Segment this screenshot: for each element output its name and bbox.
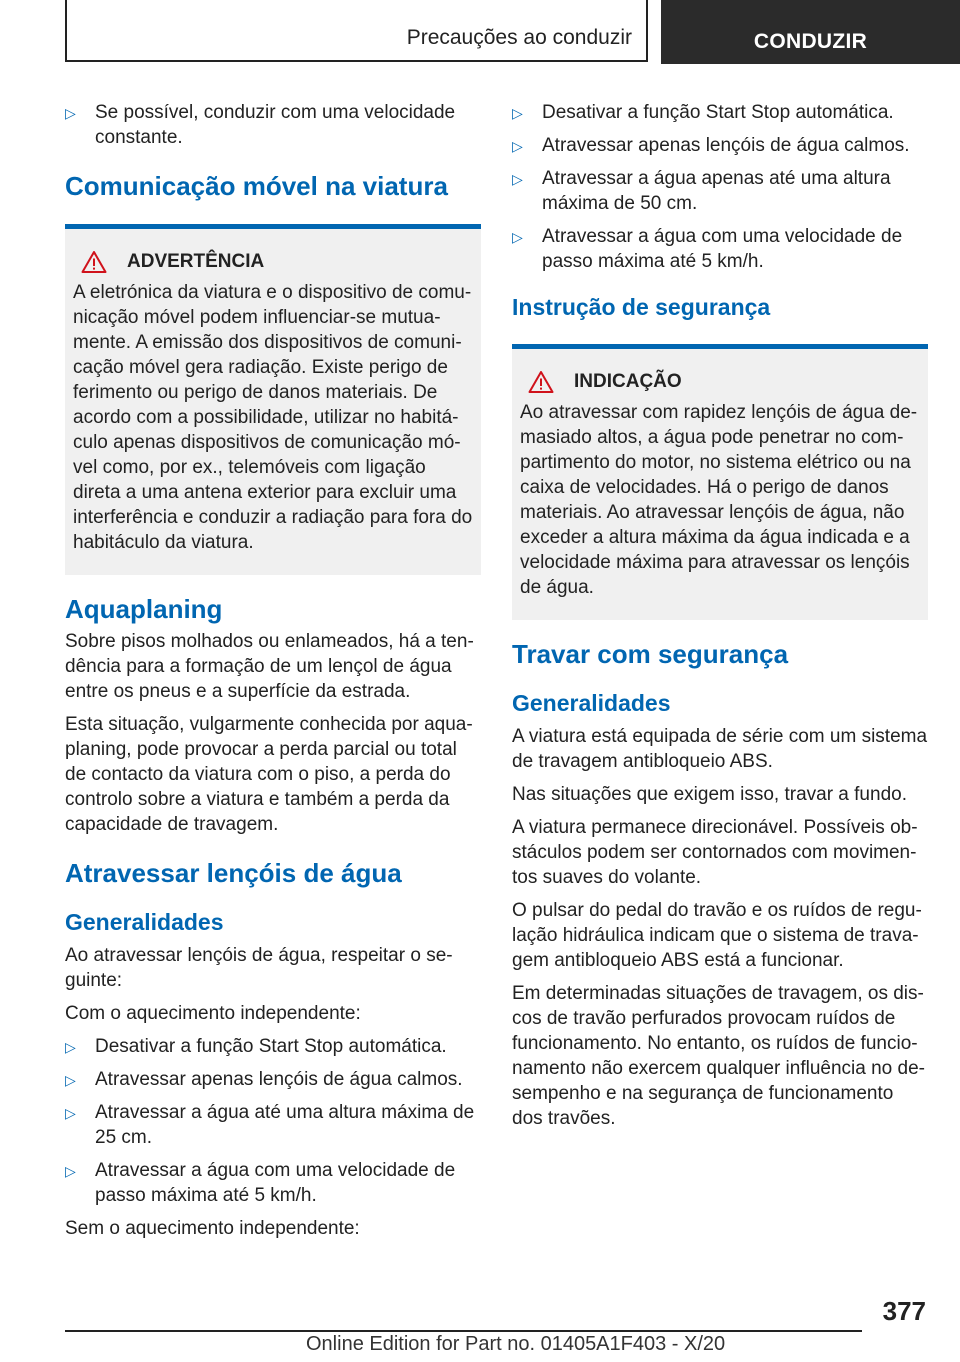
- intro-bullet-list: [65, 100, 481, 150]
- bullet-list-without-heater: [512, 100, 928, 274]
- triangle-right-icon: ▷: [65, 105, 76, 121]
- heading-safety-instruction: Instrução de segurança: [512, 294, 771, 320]
- page-number: 377: [882, 1296, 926, 1326]
- warning-title: ADVERTÊNCIA: [127, 251, 265, 272]
- triangle-right-icon: ▷: [65, 1105, 76, 1121]
- list-item: ▷ Atravessar a água com uma velocidade de passo máxima até 5 km/h.: [512, 226, 903, 272]
- triangle-right-icon: ▷: [512, 229, 523, 245]
- heading-aquaplaning: Aquaplaning: [65, 594, 223, 624]
- footer-edition: Online Edition for Part no. 01405A1F403 - X/20: [306, 1333, 726, 1355]
- heading-mobile-communication: Comunicação móvel na viatura: [65, 171, 448, 201]
- list-item: ▷ Desativar a função Start Stop automática.: [65, 1034, 481, 1059]
- page-header: [65, 0, 960, 64]
- paragraph: A viatura permanece direcionável. Possíveis obstáculos podem ser contornados com movimentos suaves do volante.: [512, 817, 918, 888]
- notice-text: Ao atravessar com rapidez lençóis de água demasiado altos, a água pode penetrar no compartimento do motor, no sistema elétrico ou na caixa de velocidades. Há o perigo de danos materiais. Ao atravessar lençóis de água, não exceder a altura máxima da água indicada e a velocidade máxima para atravessar os lençóis de água.: [520, 402, 918, 598]
- list-item: ▷ Atravessar apenas lençóis de água calmos.: [65, 1067, 481, 1092]
- triangle-right-icon: ▷: [65, 1072, 76, 1088]
- paragraph: A viatura está equipada de série com um sistema de travagem antibloqueio ABS.: [512, 726, 928, 772]
- heading-general: Generalidades: [65, 909, 224, 935]
- right-column: [512, 100, 928, 1139]
- warning-box: [65, 224, 481, 575]
- paragraph: Sem o aquecimento independente:: [65, 1218, 360, 1239]
- paragraph: Esta situação, vulgarmente conhecida por aquaplaning, pode provocar a perda parcial ou total de contacto da viatura com o piso, a perda do controlo sobre a viatura e também a perda da capacidade de travagem.: [65, 714, 473, 835]
- list-item: ▷ Se possível, conduzir com uma velocidade constante.: [65, 102, 456, 148]
- list-item: ▷ Atravessar apenas lençóis de água calmos.: [512, 133, 928, 158]
- list-item: ▷ Desativar a função Start Stop automática.: [512, 100, 928, 125]
- list-item: ▷ Atravessar a água até uma altura máxima de 25 cm.: [65, 1102, 475, 1148]
- triangle-right-icon: ▷: [65, 1163, 76, 1179]
- paragraph: Nas situações que exigem isso, travar a fundo.: [512, 784, 907, 805]
- left-column: [65, 100, 481, 1249]
- warning-header: [73, 249, 473, 274]
- section-title-box: [65, 0, 648, 62]
- paragraph: Ao atravessar lençóis de água, respeitar o seguinte:: [65, 945, 453, 991]
- paragraph: Com o aquecimento independente:: [65, 1003, 361, 1024]
- notice-header: [520, 369, 920, 394]
- triangle-right-icon: ▷: [512, 171, 523, 187]
- notice-box: [512, 344, 928, 620]
- triangle-right-icon: ▷: [512, 138, 523, 154]
- section-title: Precauções ao conduzir: [406, 26, 632, 49]
- heading-braking-safely: Travar com segurança: [512, 639, 789, 669]
- paragraph: Em determinadas situações de travagem, os discos de travão perfurados provocam ruídos de funcionamento. No entanto, os ruídos de funcionamento não exercem qualquer influência no desempenho e na segurança de funcionamento dos travões.: [512, 983, 925, 1129]
- warning-text: A eletrónica da viatura e o dispositivo de comunicação móvel podem influenciar-se mutuamente. A emissão dos dispositivos de comunicação móvel gera radiação. Existe perigo de ferimento ou perigo de danos materiais. De acordo com a possibilidade, utilizar no habitáculo apenas dispositivos de comunicação móvel como, por ex., telemóveis com ligação direta a uma antena exterior para excluir uma interferência e conduzir a radiação para fora do habitáculo da viatura.: [73, 282, 473, 553]
- triangle-right-icon: ▷: [512, 105, 523, 121]
- warning-triangle-icon: [81, 250, 107, 274]
- triangle-right-icon: ▷: [65, 1039, 76, 1055]
- paragraph: O pulsar do pedal do travão e os ruídos de regulação hidráulica indicam que o sistema de travagem antibloqueio ABS está a funcionar.: [512, 900, 922, 971]
- list-item: ▷ Atravessar a água apenas até uma altura máxima de 50 cm.: [512, 168, 891, 214]
- notice-title: INDICAÇÃO: [574, 371, 682, 392]
- heading-crossing-water: Atravessar lençóis de água: [65, 858, 402, 888]
- warning-triangle-icon: [528, 370, 554, 394]
- footer-divider: [65, 1330, 862, 1332]
- heading-general: Generalidades: [512, 690, 671, 716]
- chapter-tab: CONDUZIR: [661, 0, 960, 64]
- paragraph: Sobre pisos molhados ou enlameados, há a tendência para a formação de um lençol de água entre os pneus e a superfície da estrada.: [65, 631, 474, 702]
- list-item: ▷ Atravessar a água com uma velocidade de passo máxima até 5 km/h.: [65, 1160, 456, 1206]
- bullet-list-with-heater: [65, 1034, 481, 1208]
